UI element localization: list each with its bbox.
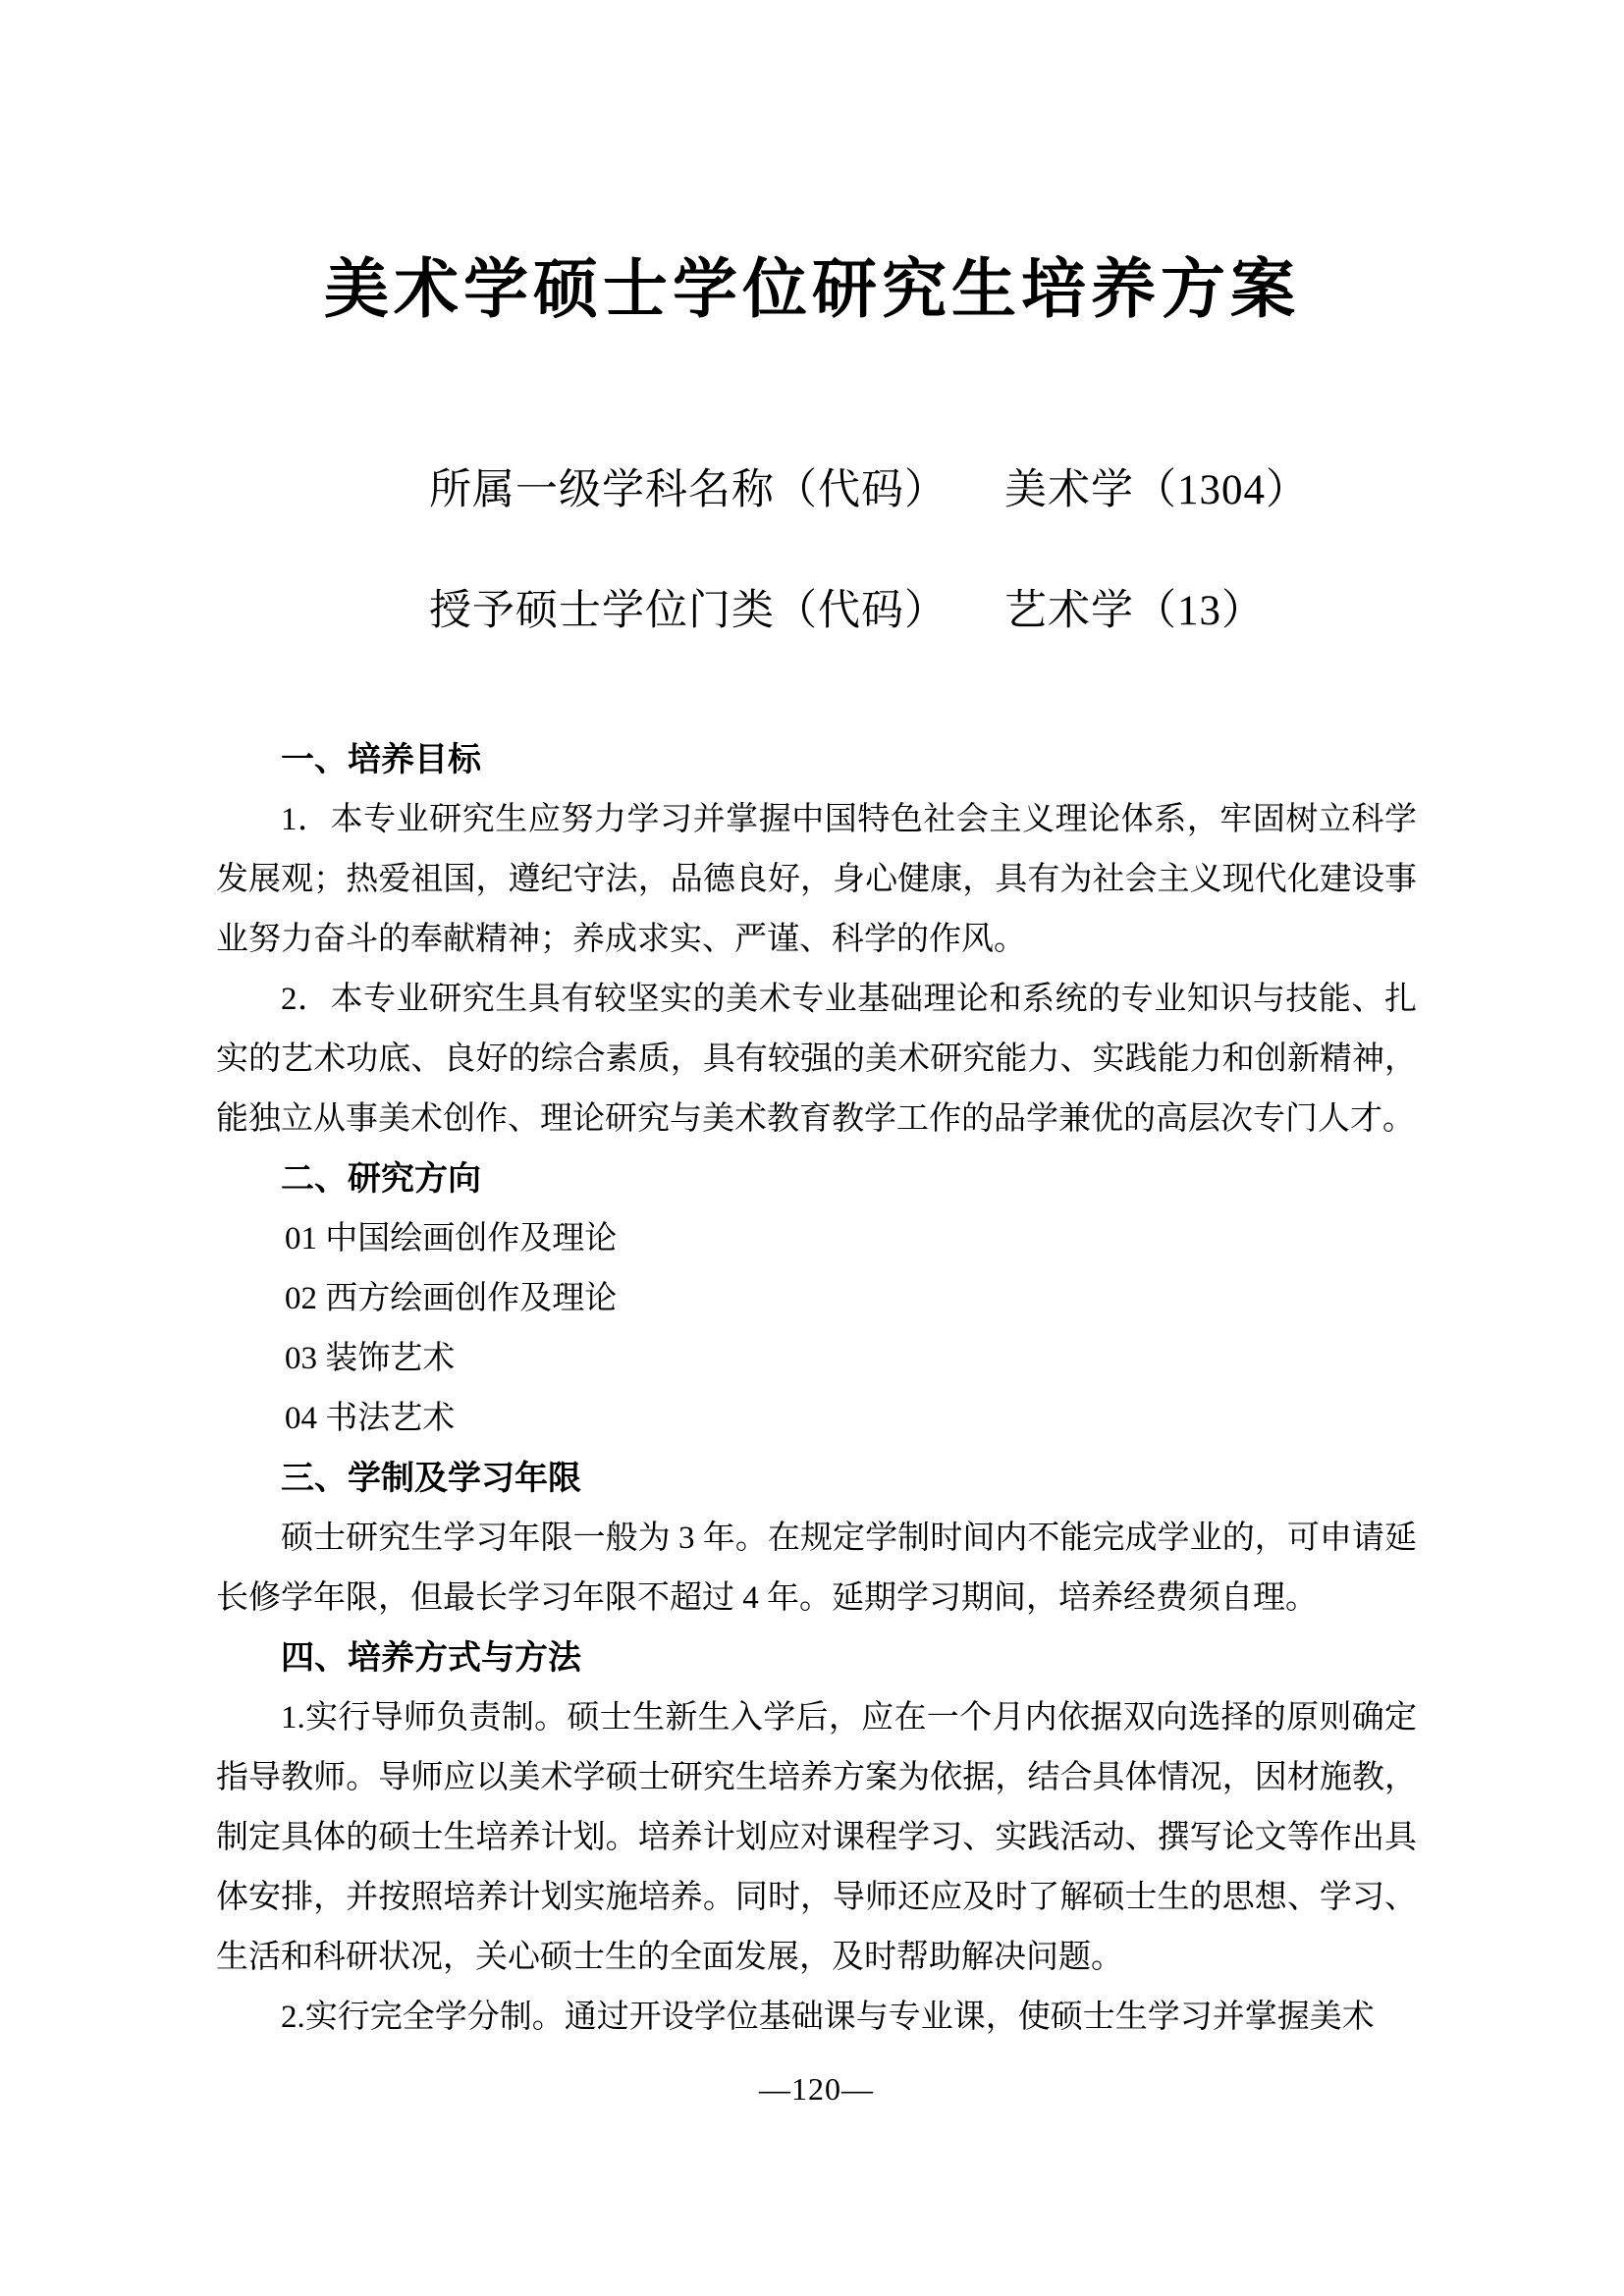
- page-number: —120—: [759, 2071, 874, 2107]
- degree-field-row: [429, 584, 1624, 639]
- paragraph-training-methods-2: 2.实行完全学分制。通过开设学位基础课与专业课，使硕士生学习并掌握美术: [281, 2000, 1375, 2035]
- degree-field-value: 艺术学（13）: [1004, 588, 1265, 634]
- document-title: 美术学硕士学位研究生培养方案: [324, 252, 1300, 325]
- document-body: [216, 730, 1417, 2119]
- paragraph-training-goals-1: 1．本专业研究生应努力学习并掌握中国特色社会主义理论体系，牢固树立科学发展观；热爱祖国，遵纪守法，品德良好，身心健康，具有为社会主义现代化建设事业努力奋斗的奉献精神；养成求实、严谨、科学的作风。: [216, 802, 1417, 957]
- section-heading-training-goals: 一、培养目标: [281, 741, 481, 778]
- discipline-field-label: 所属一级学科名称（代码）: [429, 467, 947, 513]
- section-heading-training-methods: 四、培养方式与方法: [281, 1639, 581, 1677]
- research-direction-item-4: 04 书法艺术: [285, 1401, 456, 1436]
- paragraph-study-duration: 硕士研究生学习年限一般为 3 年。在规定学制时间内不能完成学业的，可申请延长修学年限，但最长学习年限不超过 4 年。延期学习期间，培养经费须自理。: [216, 1521, 1417, 1616]
- discipline-field-row: [429, 463, 1624, 518]
- field-gap: [947, 463, 1004, 518]
- research-direction-item-2: 02 西方绘画创作及理论: [285, 1281, 618, 1316]
- field-gap: [947, 584, 1004, 639]
- paragraph-training-goals-2: 2．本专业研究生具有较坚实的美术专业基础理论和系统的专业知识与技能、扎实的艺术功底、良好的综合素质，具有较强的美术研究能力、实践能力和创新精神，能独立从事美术创作、理论研究与美术教育教学工作的品学兼优的高层次专门人才。: [216, 982, 1417, 1137]
- section-heading-study-duration: 三、学制及学习年限: [281, 1460, 581, 1497]
- paragraph-training-methods-1: 1.实行导师负责制。硕士生新生入学后，应在一个月内依据双向选择的原则确定指导教师。导师应以美术学硕士研究生培养方案为依据，结合具体情况，因材施教，制定具体的硕士生培养计划。培养计划应对课程学习、实践活动、撰写论文等作出具体安排，并按照培养计划实施培养。同时，导师还应及时了解硕士生的思想、学习、生活和科研状况，关心硕士生的全面发展，及时帮助解决问题。: [216, 1700, 1417, 1975]
- discipline-field-value: 美术学（1304）: [1004, 467, 1309, 513]
- research-direction-item-3: 03 装饰艺术: [285, 1341, 456, 1376]
- research-direction-item-1: 01 中国绘画创作及理论: [285, 1221, 618, 1256]
- section-heading-research-directions: 二、研究方向: [281, 1160, 481, 1198]
- degree-field-label: 授予硕士学位门类（代码）: [429, 588, 947, 634]
